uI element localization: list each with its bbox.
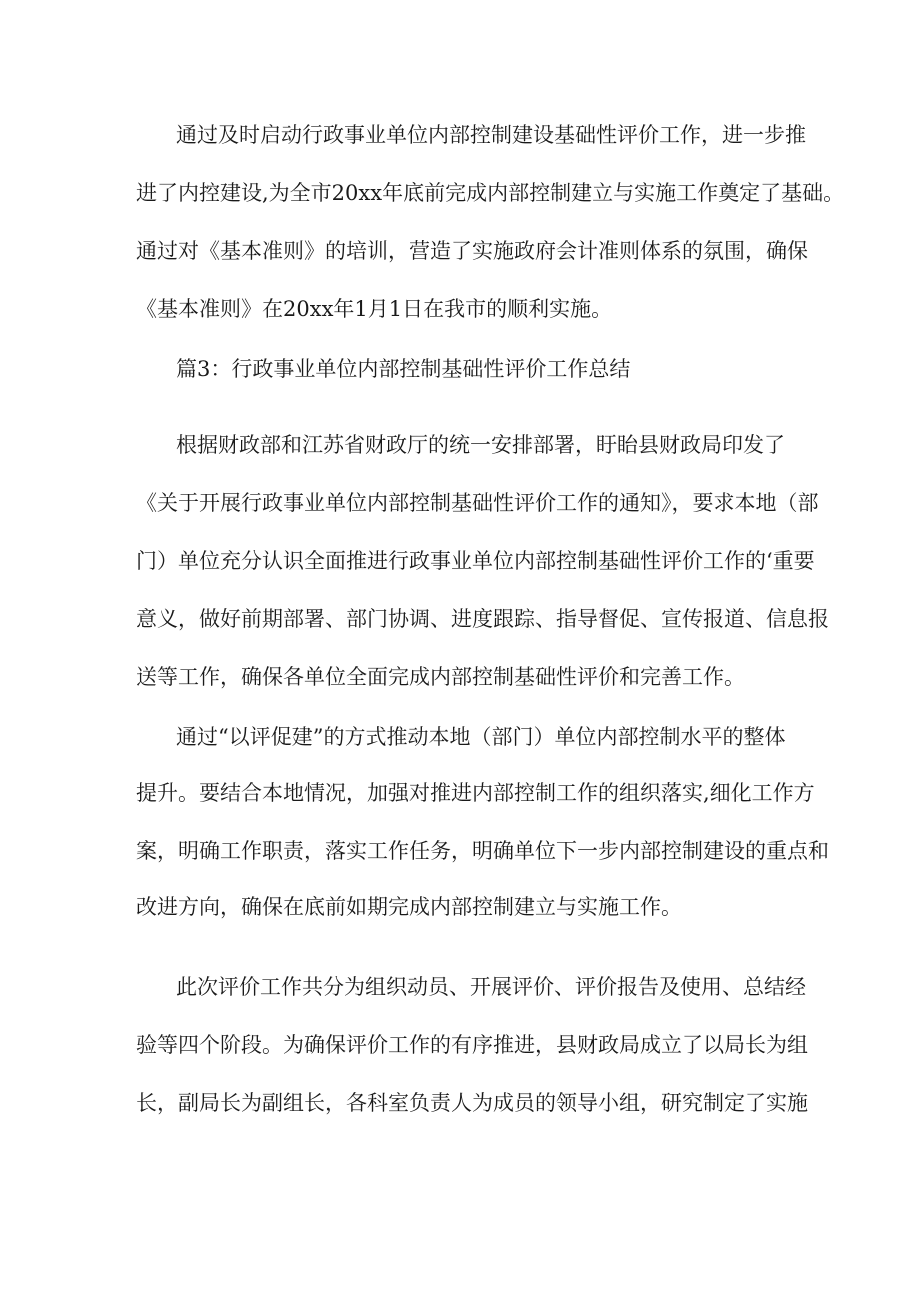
heading-text: 篇3：行政事业单位内部控制基础性评价工作总结 — [176, 357, 631, 381]
text-line: 此次评价工作共分为组织动员、开展评价、评价报告及使用、总结经 — [176, 975, 806, 999]
text-line: 《基本准则》在20xx年1月1日在我市的顺利实施。 — [136, 297, 613, 321]
text-line: 通过对《基本准则》的培训，营造了实施政府会计准则体系的氛围，确保 — [136, 239, 808, 263]
text-line: 进了内控建设,为全市20xx年底前完成内部控制建立与实施工作奠定了基础。 — [136, 181, 845, 205]
text-line: 《关于开展行政事业单位内部控制基础性评价工作的通知》，要求本地（部 — [136, 491, 819, 515]
text-line: 通过“以评促建”的方式推动本地（部门）单位内部控制水平的整体 — [176, 725, 786, 749]
text-line: 验等四个阶段。为确保评价工作的有序推进，县财政局成立了以局长为组 — [136, 1033, 808, 1057]
text-line: 案，明确工作职责，落实工作任务，明确单位下一步内部控制建设的重点和 — [136, 839, 829, 863]
text-line: 改进方向，确保在底前如期完成内部控制建立与实施工作。 — [136, 895, 682, 919]
text-line: 送等工作，确保各单位全面完成内部控制基础性评价和完善工作。 — [136, 665, 745, 689]
text-line: 门）单位充分认识全面推进行政事业单位内部控制基础性评价工作的‘重要 — [136, 549, 815, 573]
text-line: 意义，做好前期部署、部门协调、进度跟踪、指导督促、宣传报道、信息报 — [136, 607, 829, 631]
text-line: 通过及时启动行政事业单位内部控制建设基础性评价工作，进一步推 — [176, 123, 806, 147]
text-line: 根据财政部和江苏省财政厅的统一安排部署，盱眙县财政局印发了 — [176, 433, 785, 457]
text-line: 提升。要结合本地情况，加强对推进内部控制工作的组织落实,细化工作方 — [136, 781, 815, 805]
text-line: 长，副局长为副组长，各科室负责人为成员的领导小组，研究制定了实施 — [136, 1091, 808, 1115]
